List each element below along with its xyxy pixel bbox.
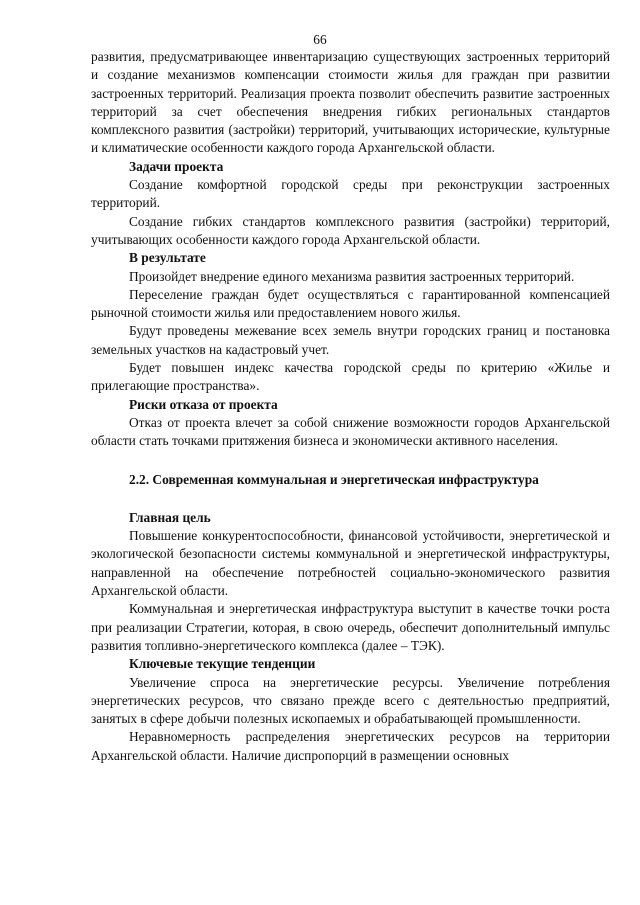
paragraph: Будет повышен индекс качества городской среды по критерию «Жилье и прилегающие пространства». bbox=[91, 360, 610, 394]
paragraph: Увеличение спроса на энергетические ресурсы. Увеличение потребления энергетических ресурсов, что связано прежде всего с деятельностью предприятий, занятых в сфере добычи полезных ископаемых и обрабатывающей промышленности. bbox=[91, 674, 610, 727]
section-heading: 2.2. Современная коммунальная и энергетическая инфраструктура bbox=[129, 471, 539, 487]
paragraph: Будут проведены межевание всех земель внутри городских границ и постановка земельных участков на кадастровый учет. bbox=[91, 323, 610, 357]
subheading: Задачи проекта bbox=[129, 158, 224, 174]
subheading: Главная цель bbox=[129, 509, 211, 525]
paragraph: Произойдет внедрение единого механизма развития застроенных территорий. bbox=[129, 268, 575, 284]
page-number: 66 bbox=[313, 32, 327, 47]
subheading: Риски отказа от проекта bbox=[129, 396, 278, 412]
paragraph: Повышение конкурентоспособности, финансовой устойчивости, энергетической и экологической безопасности системы коммунальной и энергетической инфраструктуры, направленной на обеспечение потребностей социально-экономического развития Архангельской области. bbox=[91, 528, 610, 599]
paragraph-continued: развития, предусматривающее инвентаризацию существующих застроенных территорий и создание механизмов компенсации стоимости жилья для граждан при развитии застроенных территорий. Реализация проекта позволит обеспечить развитие застроенных территорий за счет обеспечения внедрения гибких региональных стандартов комплексного развития (застройки) территорий, учитывающих исторические, культурные и климатические особенности каждого города Архангельской области. bbox=[91, 49, 610, 156]
paragraph: Переселение граждан будет осуществляться с гарантированной компенсацией рыночной стоимости жилья или предоставлением нового жилья. bbox=[91, 286, 610, 321]
paragraph: Создание комфортной городской среды при реконструкции застроенных территорий. bbox=[91, 177, 610, 211]
paragraph: Неравномерность распределения энергетических ресурсов на территории Архангельской области. Наличие диспропорций в размещении основных bbox=[91, 729, 610, 763]
paragraph: Создание гибких стандартов комплексного развития (застройки) территорий, учитывающих особенности каждого города Архангельской области. bbox=[91, 213, 610, 247]
subheading: Ключевые текущие тенденции bbox=[129, 656, 316, 672]
paragraph: Коммунальная и энергетическая инфраструктура выступит в качестве точки роста при реализации Стратегии, которая, в свою очередь, обеспечит дополнительный импульс развития топливно-энергетического комплекса (далее – ТЭК). bbox=[91, 601, 610, 653]
paragraph: Отказ от проекта влечет за собой снижение возможности городов Архангельской области стать точками притяжения бизнеса и экономически активного населения. bbox=[91, 414, 610, 449]
subheading: В результате bbox=[129, 250, 206, 266]
document-body bbox=[91, 48, 610, 765]
